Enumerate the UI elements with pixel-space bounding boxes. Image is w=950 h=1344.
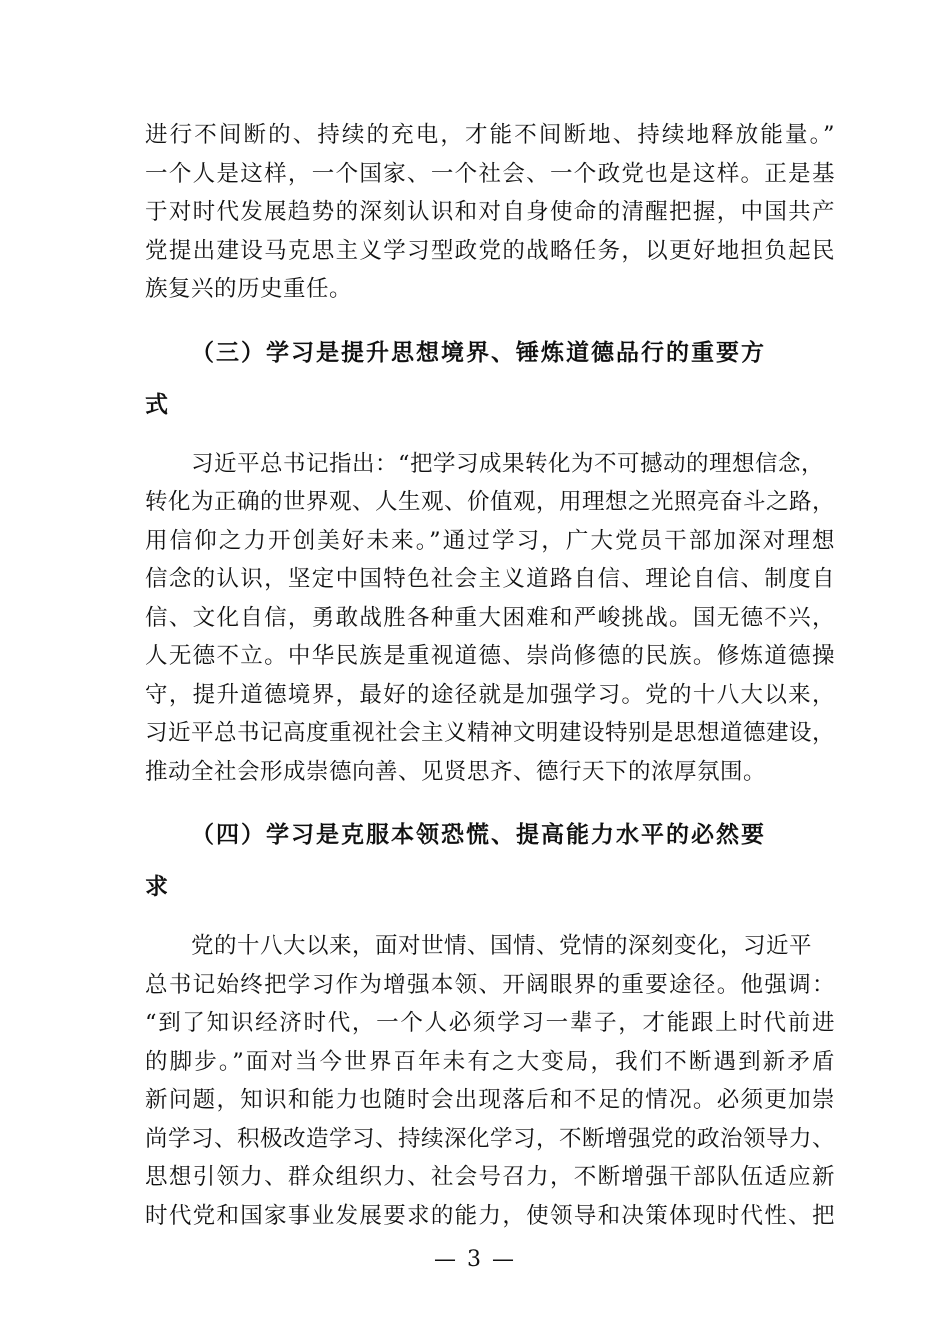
text-line: 党提出建设马克思主义学习型政党的战略任务，以更好地担负起民 — [145, 237, 835, 264]
text-line: 推动全社会形成崇德向善、见贤思齐、德行天下的浓厚氛围。 — [145, 758, 767, 785]
heading-line: （三）学习是提升思想境界、锤炼道德品行的重要方 — [191, 339, 766, 366]
text-line: 习近平总书记高度重视社会主义精神文明建设特别是思想道德建设， — [145, 720, 836, 746]
text-line: 守，提升道德境界，最好的途径就是加强学习。党的十八大以来， — [145, 681, 835, 708]
text-line: 族复兴的历史重任。 — [145, 276, 353, 302]
text-line: 总书记始终把学习作为增强本领、开阔眼界的重要途径。他强调： — [145, 971, 835, 998]
text-line: 信念的认识，坚定中国特色社会主义道路自信、理论自信、制度自 — [145, 566, 835, 592]
paragraph-continuation — [145, 116, 835, 309]
text-line: 的脚步。”面对当今世界百年未有之大变局，我们不断遇到新矛盾 — [145, 1048, 835, 1075]
text-line: 党的十八大以来，面对世情、国情、党情的深刻变化，习近平 — [191, 933, 813, 959]
text-line: 于对时代发展趋势的深刻认识和对自身使命的清醒把握，中国共产 — [145, 199, 835, 225]
heading-line: （四）学习是克服本领恐慌、提高能力水平的必然要 — [191, 822, 766, 848]
page-number: — 3 — — [434, 1247, 516, 1272]
text-line: “到了知识经济时代，一个人必须学习一辈子，才能跟上时代前进 — [145, 1010, 835, 1036]
heading-line: 式 — [145, 391, 170, 418]
text-line: 人无德不立。中华民族是重视道德、崇尚修德的民族。修炼道德操 — [145, 643, 835, 669]
document-page — [145, 116, 835, 1235]
text-line: 一个人是这样，一个国家、一个社会、一个政党也是这样。正是基 — [145, 160, 835, 187]
text-line: 习近平总书记指出：“把学习成果转化为不可撼动的理想信念， — [191, 450, 825, 477]
text-line: 尚学习、积极改造学习、持续深化学习，不断增强党的政治领导力、 — [145, 1125, 836, 1152]
text-line: 转化为正确的世界观、人生观、价值观，用理想之光照亮奋斗之路， — [145, 489, 836, 515]
heading-line: 求 — [145, 874, 170, 900]
text-line: 用信仰之力开创美好未来。”通过学习，广大党员干部加深对理想 — [145, 527, 835, 554]
section-heading-3 — [145, 327, 835, 431]
text-line: 进行不间断的、持续的充电，才能不间断地、持续地释放能量。” — [145, 122, 835, 148]
text-line: 思想引领力、群众组织力、社会号召力，不断增强干部队伍适应新 — [145, 1164, 835, 1190]
paragraph-section-4 — [145, 927, 835, 1235]
paragraph-section-3 — [145, 445, 835, 792]
section-heading-4 — [145, 809, 835, 913]
text-line: 时代党和国家事业发展要求的能力，使领导和决策体现时代性、把 — [145, 1202, 835, 1229]
text-line: 信、文化自信，勇敢战胜各种重大困难和严峻挑战。国无德不兴， — [145, 604, 835, 631]
text-line: 新问题，知识和能力也随时会出现落后和不足的情况。必须更加崇 — [145, 1087, 835, 1113]
